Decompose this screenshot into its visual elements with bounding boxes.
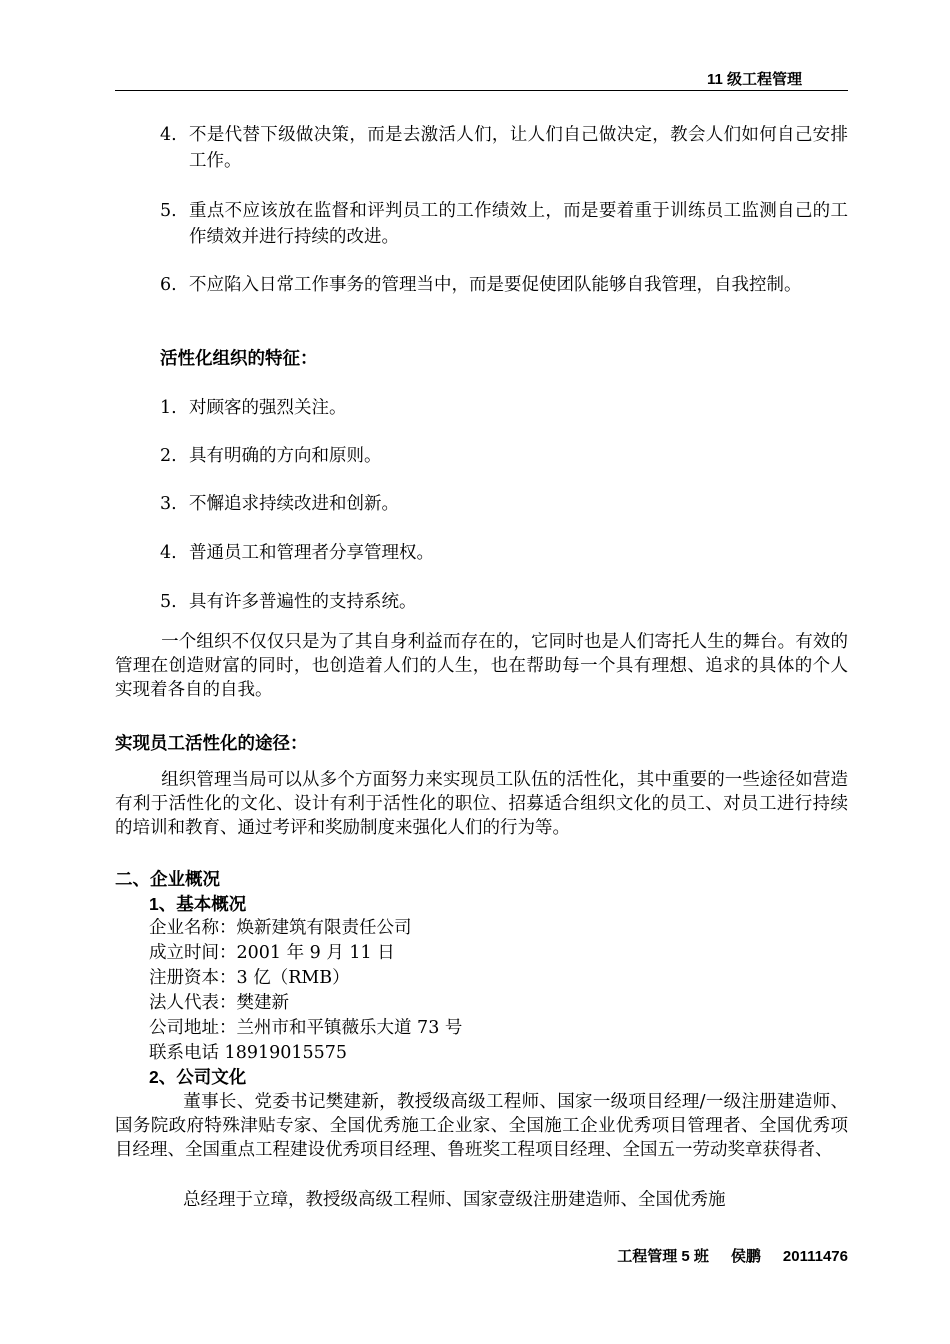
list-text: 普通员工和管理者分享管理权。	[189, 543, 434, 563]
list-item	[160, 443, 848, 469]
footer-class: 工程管理 5 班	[617, 1248, 709, 1265]
body-paragraph	[115, 1090, 848, 1162]
list-item	[160, 395, 848, 421]
list-item	[160, 198, 848, 250]
header-title: 11 级工程管理	[706, 71, 802, 88]
list-number: 3.	[160, 494, 177, 514]
list-number: 1.	[160, 398, 177, 418]
list-number: 5.	[160, 201, 177, 221]
list-item	[160, 122, 848, 174]
body-paragraph	[115, 768, 848, 840]
list-item	[160, 589, 848, 615]
list-item	[160, 491, 848, 517]
list-number: 5.	[160, 592, 177, 612]
list-text: 不懈追求持续改进和创新。	[189, 494, 399, 514]
paragraph-text: 董事长、党委书记樊建新，教授级高级工程师、国家一级项目经理/一级注册建造师、国务院政府特殊津贴专家、全国优秀施工企业家、全国施工企业优秀项目管理者、全国优秀项目经理、全国重点工程建设优秀项目经理、鲁班奖工程项目经理、全国五一劳动奖章获得者、	[115, 1092, 848, 1160]
list-text: 对顾客的强烈关注。	[189, 398, 347, 418]
list-number: 6.	[160, 275, 177, 295]
subsection-heading: 2、公司文化	[149, 1067, 247, 1087]
features-heading: 活性化组织的特征：	[160, 348, 318, 368]
list-text: 具有许多普遍性的支持系统。	[189, 592, 417, 612]
list-number: 2.	[160, 446, 177, 466]
list-text: 不是代替下级做决策，而是去激活人们，让人们自己做决定，教会人们如何自己安排工作。	[189, 125, 848, 171]
list-text: 具有明确的方向和原则。	[189, 446, 382, 466]
page-header	[115, 62, 848, 91]
paragraph-text: 一个组织不仅仅只是为了其自身利益而存在的，它同时也是人们寄托人生的舞台。有效的管理在创造财富的同时，也创造着人们的人生，也在帮助每一个具有理想、追求的具体的个人实现着各自的自我。	[115, 632, 848, 700]
list-item	[160, 272, 848, 298]
registered-capital: 注册资本：3 亿（RMB）	[149, 968, 350, 988]
approach-heading: 实现员工活性化的途径：	[115, 733, 308, 753]
company-address: 公司地址：兰州市和平镇薇乐大道 73 号	[149, 1018, 463, 1038]
list-item	[160, 540, 848, 566]
body-paragraph	[115, 630, 848, 702]
founded-date: 成立时间：2001 年 9 月 11 日	[149, 943, 395, 963]
legal-representative: 法人代表：樊建新	[149, 993, 289, 1013]
list-text: 不应陷入日常工作事务的管理当中，而是要促使团队能够自我管理，自我控制。	[189, 275, 802, 295]
paragraph-text: 总经理于立璋，教授级高级工程师、国家壹级注册建造师、全国优秀施	[183, 1190, 726, 1210]
subsection-heading: 1、基本概况	[149, 894, 247, 914]
paragraph-text: 组织管理当局可以从多个方面努力来实现员工队伍的活性化，其中重要的一些途径如营造有利于活性化的文化、设计有利于活性化的职位、招募适合组织文化的员工、对员工进行持续的培训和教育、通过考评和奖励制度来强化人们的行为等。	[115, 770, 848, 838]
list-number: 4.	[160, 543, 177, 563]
body-paragraph	[115, 1188, 848, 1212]
list-text: 重点不应该放在监督和评判员工的工作绩效上，而是要着重于训练员工监测自己的工作绩效并进行持续的改进。	[189, 201, 848, 247]
contact-phone: 联系电话 18919015575	[149, 1043, 348, 1063]
footer-student-id: 20111476	[782, 1248, 848, 1265]
page-footer	[115, 1245, 848, 1266]
list-number: 4.	[160, 125, 177, 145]
footer-author: 侯鹏	[730, 1248, 761, 1265]
section-heading: 二、企业概况	[115, 869, 220, 889]
company-name: 企业名称：焕新建筑有限责任公司	[149, 918, 412, 938]
